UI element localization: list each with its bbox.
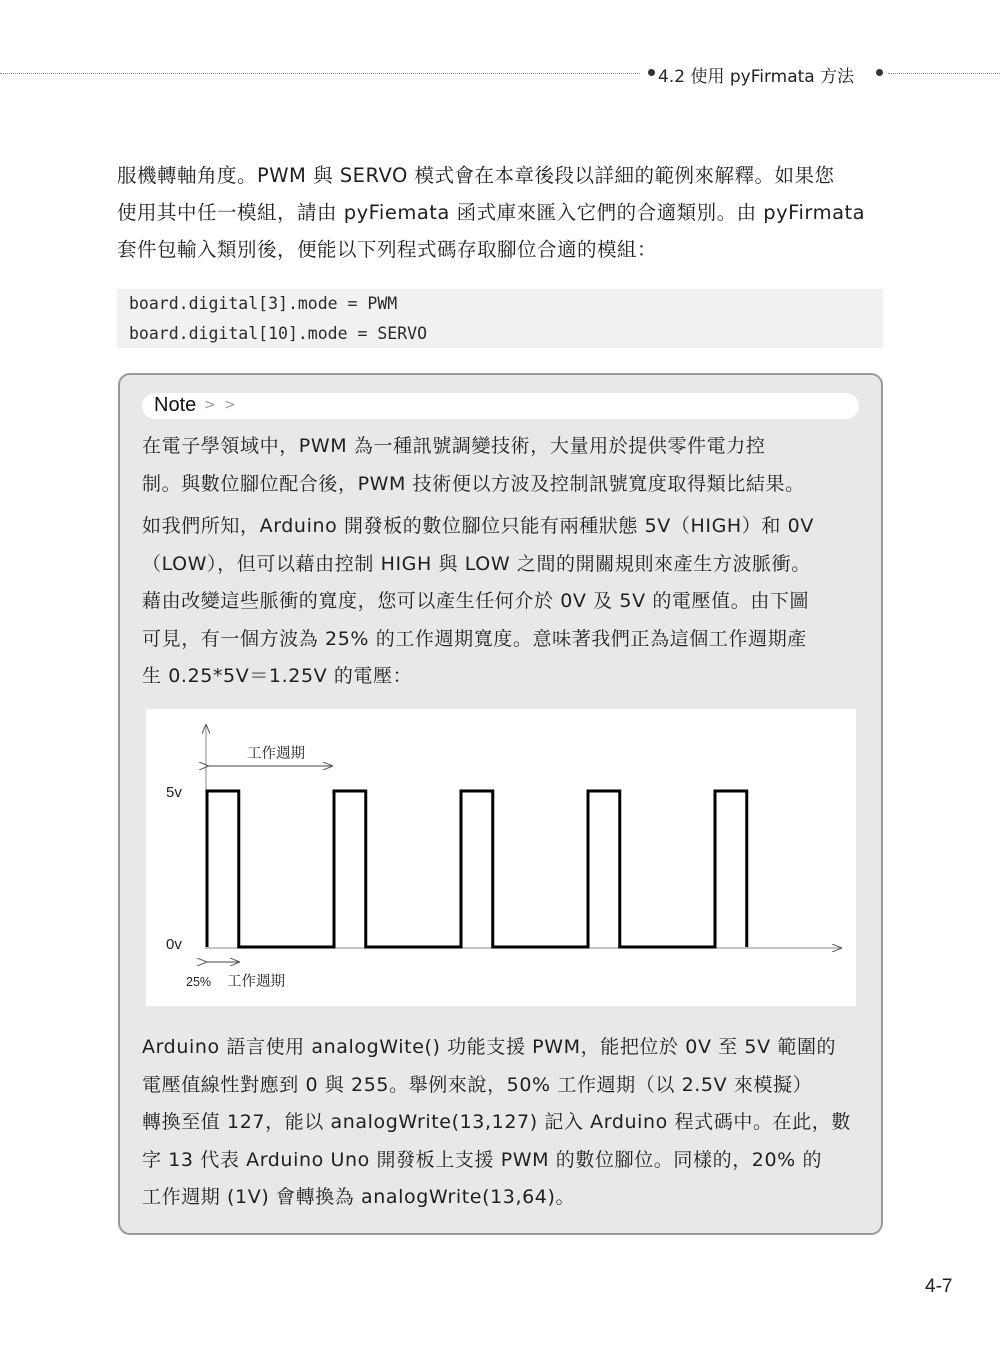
page-number: 4-7 — [925, 1276, 953, 1297]
note-line: 可見，有一個方波為 25% 的工作週期寬度。意味著我們正為這個工作週期產 — [142, 627, 807, 650]
code-line: board.digital[3].mode = PWM — [129, 294, 398, 313]
header-rule-right — [888, 73, 1000, 74]
intro-line: 使用其中任一模組，請由 pyFiemata 函式庫來匯入它們的合適類別。由 pyFirmata — [117, 201, 866, 224]
note-label: Note — [154, 394, 197, 416]
note-line: 如我們所知，Arduino 開發板的數位腳位只能有兩種狀態 5V（HIGH）和 0V — [142, 515, 814, 537]
note-line: 電壓值線性對應到 0 與 255。舉例來說，50% 工作週期（以 2.5V 來模擬） — [142, 1073, 813, 1096]
intro-line: 套件包輸入類別後，便能以下列程式碼存取腳位合適的模組： — [117, 238, 658, 261]
note-line: 在電子學領域中，PWM 為一種訊號調變技術，大量用於提供零件電力控 — [142, 435, 766, 457]
intro-line: 服機轉軸角度。PWM 與 SERVO 模式會在本章後段以詳細的範例來解釋。如果您 — [117, 164, 835, 187]
header-bullet-left — [648, 69, 655, 76]
pwm-diagram-svg — [146, 709, 856, 1006]
note-paragraph-3 — [142, 1029, 864, 1217]
note-box — [118, 373, 883, 1235]
code-line: board.digital[10].mode = SERVO — [129, 324, 428, 343]
intro-paragraph — [117, 157, 883, 268]
header-rule-left — [0, 73, 640, 74]
code-block — [117, 289, 883, 348]
note-line: （LOW），但可以藉由控制 HIGH 與 LOW 之間的開關規則來產生方波脈衝。 — [142, 552, 811, 575]
note-line: 生 0.25*5V＝1.25V 的電壓： — [142, 665, 413, 687]
pwm-diagram — [146, 709, 856, 1006]
period-label: 工作週期 — [247, 746, 305, 762]
running-header-title: 4.2 使用 pyFirmata 方法 — [658, 67, 855, 87]
chevron-right-icon: > > — [204, 397, 238, 413]
duty-percent-label: 25% — [186, 975, 212, 989]
note-paragraph-1 — [142, 428, 864, 503]
header-bullet-right — [876, 69, 883, 76]
note-paragraph-2 — [142, 508, 864, 696]
label-0v: 0v — [166, 936, 182, 953]
duty-period-label: 工作週期 — [227, 974, 285, 990]
note-line: Arduino 語言使用 analogWite() 功能支援 PWM，能把位於 0V 至 5V 範圍的 — [142, 1036, 837, 1058]
note-line: 工作週期 (1V) 會轉換為 analogWrite(13,64)。 — [142, 1186, 576, 1208]
note-line: 轉換至值 127，能以 analogWrite(13,127) 記入 Arduino 程式碼中。在此，數 — [142, 1111, 851, 1133]
note-line: 制。與數位腳位配合後，PWM 技術便以方波及控制訊號寬度取得類比結果。 — [142, 472, 805, 495]
note-header — [142, 393, 859, 419]
pwm-waveform — [207, 791, 747, 947]
label-5v: 5v — [166, 784, 182, 801]
note-line: 藉由改變這些脈衝的寬度，您可以產生任何介於 0V 及 5V 的電壓值。由下圖 — [142, 590, 810, 612]
note-line: 字 13 代表 Arduino Uno 開發板上支援 PWM 的數位腳位。同樣的，20% 的 — [142, 1148, 823, 1171]
